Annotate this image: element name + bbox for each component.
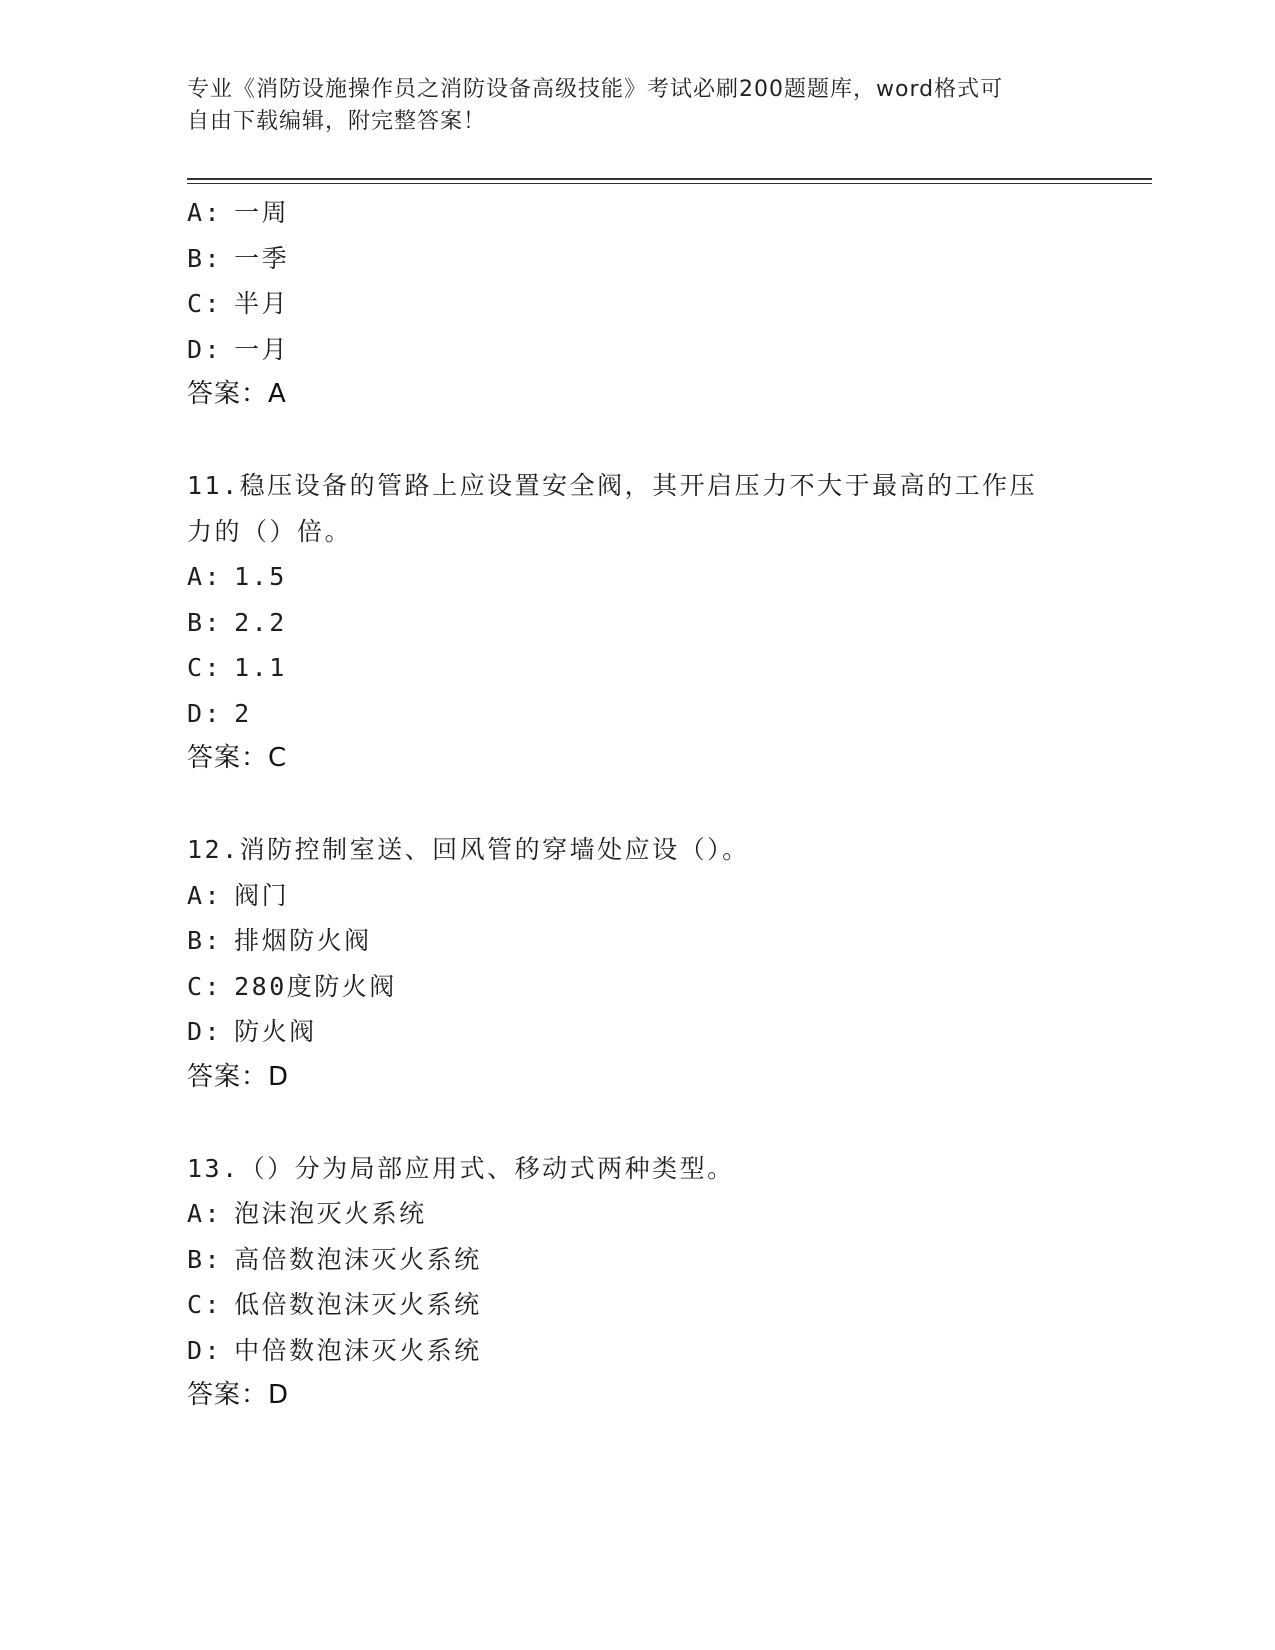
option-text: 一周 bbox=[234, 198, 290, 227]
question-list bbox=[187, 190, 1087, 1419]
header-line-1: 专业《消防设施操作员之消防设备高级技能》考试必刷200题题库，word格式可 bbox=[187, 77, 1004, 102]
option-text: 中倍数泡沫灭火系统 bbox=[234, 1335, 482, 1365]
option-c bbox=[187, 1282, 1087, 1328]
header-divider-thick bbox=[187, 178, 1152, 180]
question-spacer bbox=[187, 782, 1087, 828]
option-text: 一季 bbox=[234, 243, 290, 273]
option-label: A: bbox=[187, 198, 223, 227]
question-spacer bbox=[187, 418, 1087, 464]
question-stem-line: 13.（）分为局部应用式、移动式两种类型。 bbox=[187, 1153, 735, 1183]
option-b bbox=[187, 918, 1087, 964]
option-label: B: bbox=[187, 1244, 223, 1274]
option-text: 半月 bbox=[234, 289, 290, 318]
option-text: 2 bbox=[234, 698, 252, 728]
option-d bbox=[187, 1009, 1087, 1055]
question-10 bbox=[187, 190, 1087, 418]
option-b bbox=[187, 236, 1087, 282]
option-label: A: bbox=[187, 562, 223, 591]
option-label: D: bbox=[187, 698, 223, 728]
option-a bbox=[187, 554, 1087, 600]
option-d bbox=[187, 1328, 1087, 1374]
option-text: 一月 bbox=[234, 334, 290, 364]
option-label: B: bbox=[187, 243, 223, 273]
option-label: B: bbox=[187, 607, 223, 637]
question-spacer bbox=[187, 1100, 1087, 1146]
header-divider-thin bbox=[187, 183, 1152, 184]
option-d bbox=[187, 327, 1087, 373]
option-label: D: bbox=[187, 1335, 223, 1365]
header-line-2: 自由下载编辑，附完整答案！ bbox=[187, 109, 487, 134]
option-label: D: bbox=[187, 1017, 223, 1046]
option-c bbox=[187, 281, 1087, 327]
option-b bbox=[187, 1237, 1087, 1283]
question-stem-line: 11.稳压设备的管路上应设置安全阀，其开启压力不大于最高的工作压 bbox=[187, 471, 1038, 500]
option-a bbox=[187, 1191, 1087, 1237]
answer-line: 答案：A bbox=[187, 379, 287, 409]
option-label: C: bbox=[187, 289, 223, 318]
option-text: 高倍数泡沫灭火系统 bbox=[234, 1244, 482, 1274]
option-text: 防火阀 bbox=[234, 1017, 317, 1046]
option-text: 2.2 bbox=[234, 607, 287, 637]
option-c bbox=[187, 645, 1087, 691]
option-label: A: bbox=[187, 1199, 223, 1228]
answer-line: 答案：D bbox=[187, 1061, 290, 1092]
option-b bbox=[187, 600, 1087, 646]
option-text: 阀门 bbox=[234, 880, 290, 910]
question-13 bbox=[187, 1146, 1087, 1419]
option-text: 1.5 bbox=[234, 562, 287, 591]
option-label: D: bbox=[187, 334, 223, 364]
option-text: 排烟防火阀 bbox=[234, 926, 372, 955]
option-text: 280度防火阀 bbox=[234, 971, 397, 1001]
option-text: 1.1 bbox=[234, 653, 287, 682]
option-label: A: bbox=[187, 880, 223, 910]
question-12 bbox=[187, 827, 1087, 1100]
question-stem-line: 12.消防控制室送、回风管的穿墙处应设（）。 bbox=[187, 835, 750, 864]
question-11 bbox=[187, 463, 1087, 782]
option-label: B: bbox=[187, 926, 223, 955]
answer-line: 答案：C bbox=[187, 743, 288, 773]
option-a bbox=[187, 190, 1087, 236]
option-label: C: bbox=[187, 653, 223, 682]
option-text: 低倍数泡沫灭火系统 bbox=[234, 1290, 482, 1319]
option-label: C: bbox=[187, 971, 223, 1001]
answer-line: 答案：D bbox=[187, 1380, 290, 1410]
option-a bbox=[187, 873, 1087, 919]
document-header bbox=[187, 74, 1087, 138]
option-text: 泡沫泡灭火系统 bbox=[234, 1199, 427, 1228]
option-c bbox=[187, 964, 1087, 1010]
question-stem-line: 力的（）倍。 bbox=[187, 516, 353, 546]
option-label: C: bbox=[187, 1290, 223, 1319]
option-d bbox=[187, 691, 1087, 737]
